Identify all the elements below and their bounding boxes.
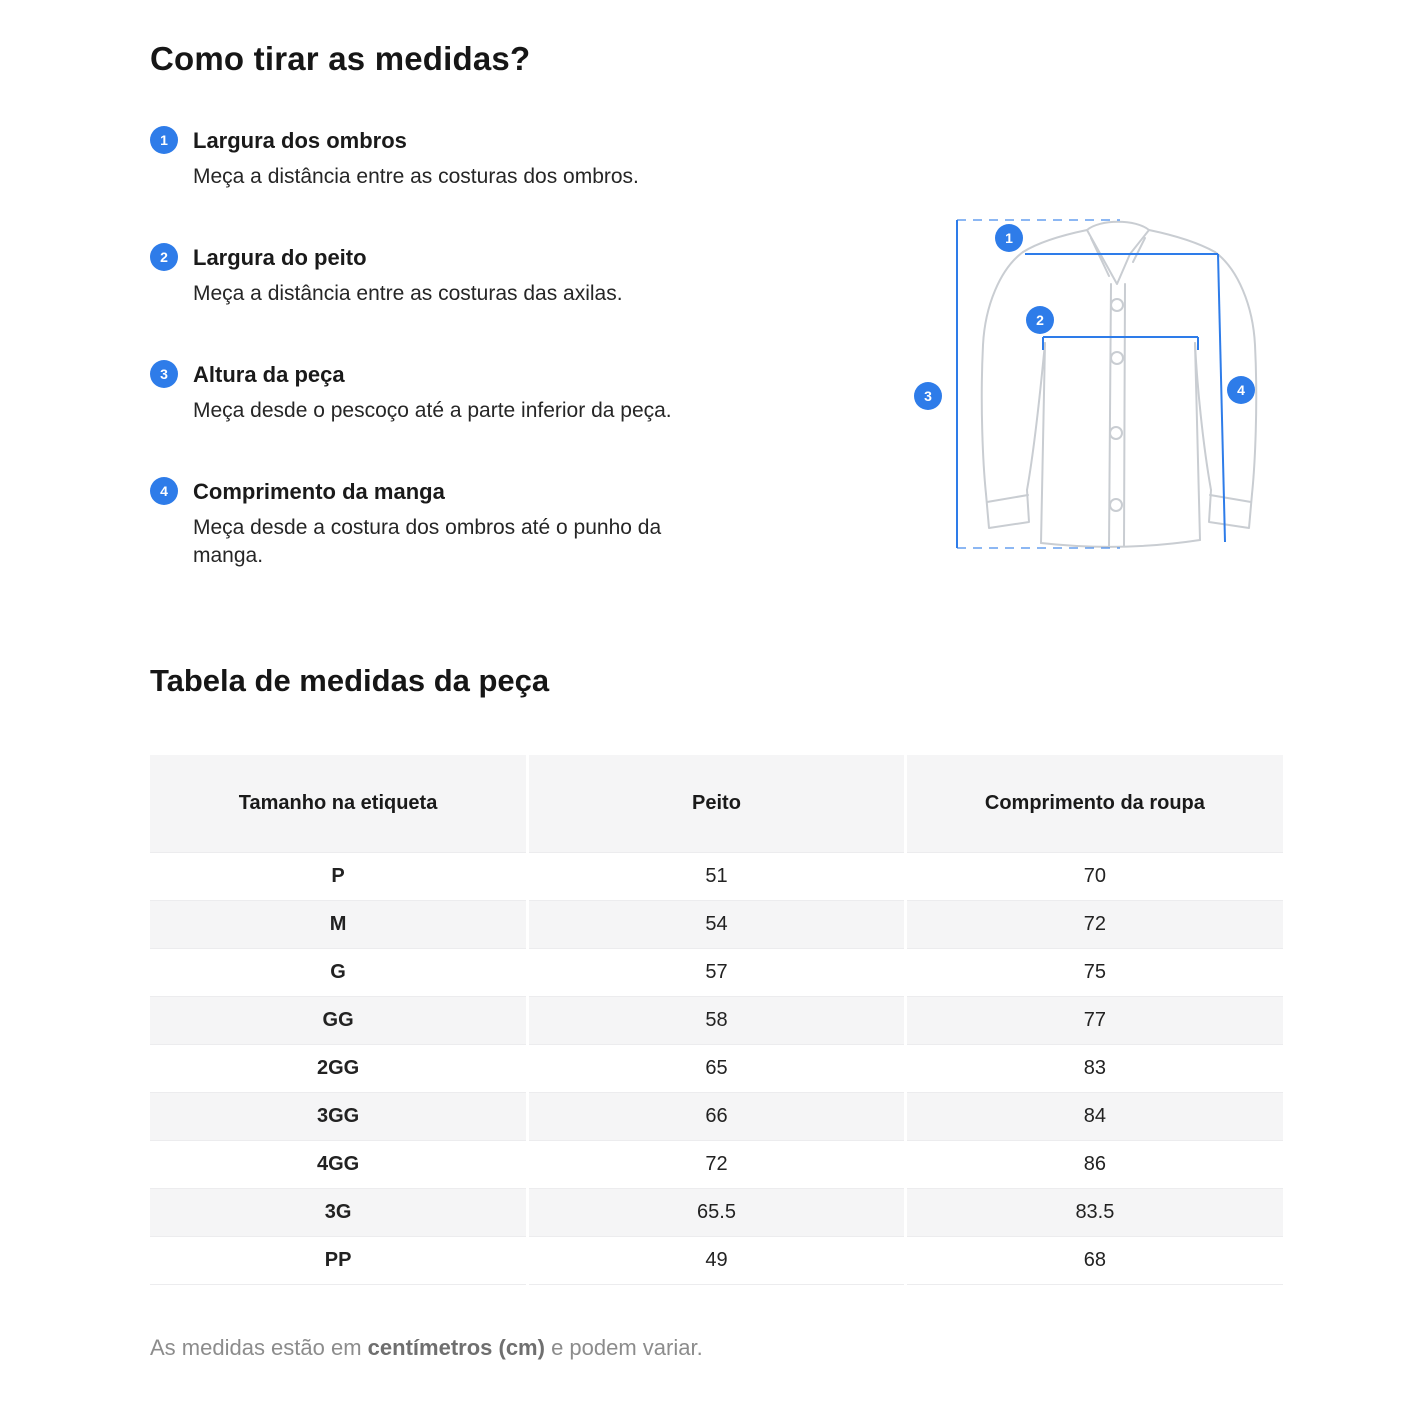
diagram-badge-4-icon: 4	[1227, 376, 1255, 404]
instruction-item-shoulders	[150, 128, 690, 191]
chest-cell: 49	[528, 1236, 906, 1284]
table-row	[150, 1188, 1283, 1236]
length-cell: 70	[905, 852, 1283, 900]
chest-cell: 65.5	[528, 1188, 906, 1236]
instruction-item-chest	[150, 245, 690, 308]
table-row	[150, 1044, 1283, 1092]
chest-cell: 66	[528, 1092, 906, 1140]
note-prefix: As medidas estão em	[150, 1335, 368, 1360]
instruction-item-height	[150, 362, 690, 425]
instruction-title: Largura dos ombros	[193, 128, 407, 153]
note-unit-bold: centímetros (cm)	[367, 1335, 545, 1360]
page-title: Como tirar as medidas?	[150, 40, 531, 77]
size-cell: P	[150, 852, 528, 900]
size-cell: 2GG	[150, 1044, 528, 1092]
column-header-chest: Peito	[528, 755, 906, 852]
size-cell: 3G	[150, 1188, 528, 1236]
length-cell: 72	[905, 900, 1283, 948]
size-cell: PP	[150, 1236, 528, 1284]
size-cell: M	[150, 900, 528, 948]
instruction-description: Meça a distância entre as costuras dos ombros.	[193, 165, 639, 188]
table-row	[150, 900, 1283, 948]
length-cell: 83.5	[905, 1188, 1283, 1236]
size-cell: 3GG	[150, 1092, 528, 1140]
length-cell: 75	[905, 948, 1283, 996]
diagram-badge-3-icon: 3	[914, 382, 942, 410]
diagram-badge-2-icon: 2	[1026, 306, 1054, 334]
table-row	[150, 1236, 1283, 1284]
length-cell: 86	[905, 1140, 1283, 1188]
chest-cell: 54	[528, 900, 906, 948]
measurement-instructions	[150, 128, 690, 624]
chest-cell: 65	[528, 1044, 906, 1092]
column-header-size: Tamanho na etiqueta	[150, 755, 528, 852]
chest-cell: 58	[528, 996, 906, 1044]
note-suffix: e podem variar.	[544, 1335, 703, 1360]
length-cell: 77	[905, 996, 1283, 1044]
length-cell: 83	[905, 1044, 1283, 1092]
size-table-header-row	[150, 755, 1283, 852]
step-3-badge-icon: 3	[150, 360, 178, 388]
length-cell: 68	[905, 1236, 1283, 1284]
instruction-description: Meça desde o pescoço até a parte inferior da peça.	[193, 399, 672, 422]
table-row	[150, 948, 1283, 996]
table-row	[150, 1140, 1283, 1188]
step-1-badge-icon: 1	[150, 126, 178, 154]
size-table-title: Tabela de medidas da peça	[150, 663, 550, 698]
size-cell: 4GG	[150, 1140, 528, 1188]
length-cell: 84	[905, 1092, 1283, 1140]
instruction-description: Meça a distância entre as costuras das axilas.	[193, 282, 623, 305]
instruction-title: Largura do peito	[193, 245, 367, 270]
size-table	[150, 755, 1283, 1285]
chest-cell: 51	[528, 852, 906, 900]
diagram-badge-1-icon: 1	[995, 224, 1023, 252]
table-row	[150, 996, 1283, 1044]
measurement-unit-note	[150, 1335, 703, 1361]
size-cell: GG	[150, 996, 528, 1044]
chest-cell: 57	[528, 948, 906, 996]
size-cell: G	[150, 948, 528, 996]
step-2-badge-icon: 2	[150, 243, 178, 271]
step-4-badge-icon: 4	[150, 477, 178, 505]
column-header-length: Comprimento da roupa	[905, 755, 1283, 852]
table-row	[150, 852, 1283, 900]
chest-cell: 72	[528, 1140, 906, 1188]
instruction-title: Comprimento da manga	[193, 479, 445, 504]
instruction-title: Altura da peça	[193, 362, 345, 387]
shirt-measurement-diagram	[905, 190, 1305, 570]
instruction-description: Meça desde a costura dos ombros até o punho da manga.	[193, 516, 662, 567]
table-row	[150, 1092, 1283, 1140]
instruction-item-sleeve	[150, 479, 690, 570]
